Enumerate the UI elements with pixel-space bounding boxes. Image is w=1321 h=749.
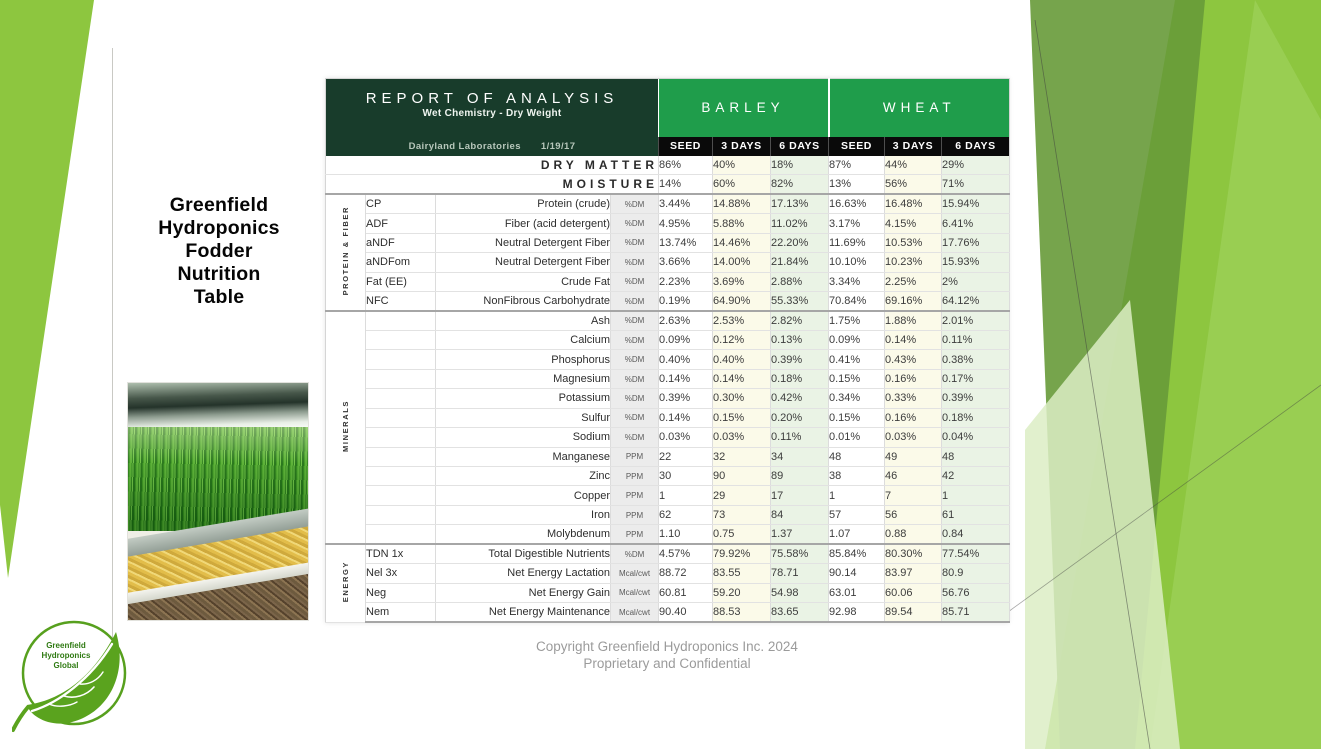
nutrient-abbr — [366, 467, 436, 486]
nutrient-name: Copper — [436, 486, 611, 505]
value-cell: 3.34% — [829, 272, 885, 291]
nutrient-name: Net Energy Lactation — [436, 564, 611, 583]
lab-line — [326, 141, 658, 152]
value-cell: 0.42% — [771, 389, 829, 408]
value-cell: 11.02% — [771, 214, 829, 233]
nutrient-abbr — [366, 389, 436, 408]
table-row — [326, 428, 1010, 447]
vertical-divider-line — [112, 48, 113, 663]
value-cell: 14.00% — [713, 253, 771, 272]
unit-cell: %DM — [611, 369, 659, 388]
nutrient-abbr: CP — [366, 194, 436, 213]
value-cell: 1 — [942, 486, 1010, 505]
nutrient-name: Molybdenum — [436, 525, 611, 544]
value-cell: 61 — [942, 505, 1010, 524]
fodder-photo — [128, 383, 308, 620]
value-cell: 88.72 — [659, 564, 713, 583]
value-cell: 0.30% — [713, 389, 771, 408]
nutrient-abbr: aNDF — [366, 233, 436, 252]
value-cell: 90.14 — [829, 564, 885, 583]
value-cell: 59.20 — [713, 583, 771, 602]
nutrient-name: Potassium — [436, 389, 611, 408]
value-cell: 4.57% — [659, 544, 713, 563]
value-cell: 87% — [829, 156, 885, 175]
value-cell: 10.53% — [885, 233, 942, 252]
value-cell: 0.17% — [942, 369, 1010, 388]
value-cell: 15.93% — [942, 253, 1010, 272]
unit-cell: Mcal/cwt — [611, 603, 659, 622]
subheader-cell: 3 DAYS — [713, 137, 771, 156]
nutrition-table — [325, 78, 1009, 623]
value-cell: 0.03% — [713, 428, 771, 447]
nutrient-abbr — [366, 525, 436, 544]
left-accent-shape — [0, 0, 120, 600]
value-cell: 0.18% — [942, 408, 1010, 427]
value-cell: 0.15% — [713, 408, 771, 427]
subheader-cell: SEED — [829, 137, 885, 156]
value-cell: 70.84% — [829, 292, 885, 311]
value-cell: 0.34% — [829, 389, 885, 408]
table-row — [326, 272, 1010, 291]
unit-cell: Mcal/cwt — [611, 564, 659, 583]
value-cell: 22 — [659, 447, 713, 466]
unit-cell: %DM — [611, 292, 659, 311]
value-cell: 0.40% — [713, 350, 771, 369]
unit-cell: PPM — [611, 505, 659, 524]
nutrient-abbr — [366, 350, 436, 369]
value-cell: 78.71 — [771, 564, 829, 583]
value-cell: 0.43% — [885, 350, 942, 369]
value-cell: 14.88% — [713, 194, 771, 213]
unit-cell: %DM — [611, 272, 659, 291]
value-cell: 0.03% — [885, 428, 942, 447]
nutrient-name: Sodium — [436, 428, 611, 447]
table-row — [326, 311, 1010, 330]
value-cell: 2.23% — [659, 272, 713, 291]
value-cell: 0.39% — [771, 350, 829, 369]
copyright-line1: Copyright Greenfield Hydroponics Inc. 2024 — [536, 639, 798, 654]
table-row — [326, 544, 1010, 563]
nutrient-name: Protein (crude) — [436, 194, 611, 213]
nutrient-name: Sulfur — [436, 408, 611, 427]
value-cell: 0.75 — [713, 525, 771, 544]
value-cell: 79.92% — [713, 544, 771, 563]
value-cell: 88.53 — [713, 603, 771, 622]
report-title: REPORT OF ANALYSIS — [365, 90, 619, 107]
nutrient-abbr: ADF — [366, 214, 436, 233]
lab-name: Dairyland Laboratories — [408, 140, 521, 152]
value-cell: 0.19% — [659, 292, 713, 311]
unit-cell: %DM — [611, 408, 659, 427]
nutrient-abbr — [366, 428, 436, 447]
value-cell: 1 — [659, 486, 713, 505]
nutrient-abbr: Fat (EE) — [366, 272, 436, 291]
value-cell: 56.76 — [942, 583, 1010, 602]
report-header — [326, 79, 659, 156]
value-cell: 1.07 — [829, 525, 885, 544]
value-cell: 77.54% — [942, 544, 1010, 563]
summary-label: MOISTURE — [326, 175, 659, 194]
unit-cell: %DM — [611, 350, 659, 369]
value-cell: 0.04% — [942, 428, 1010, 447]
logo-text-line1: Greenfield — [46, 641, 86, 650]
value-cell: 90 — [713, 467, 771, 486]
table-row — [326, 408, 1010, 427]
summary-row — [326, 175, 1010, 194]
value-cell: 0.39% — [942, 389, 1010, 408]
value-cell: 0.09% — [659, 330, 713, 349]
table-row — [326, 467, 1010, 486]
value-cell: 0.15% — [829, 369, 885, 388]
value-cell: 0.33% — [885, 389, 942, 408]
value-cell: 34 — [771, 447, 829, 466]
value-cell: 3.66% — [659, 253, 713, 272]
summary-label: DRY MATTER — [326, 156, 659, 175]
section-label — [326, 544, 366, 622]
nutrient-abbr: Neg — [366, 583, 436, 602]
value-cell: 86% — [659, 156, 713, 175]
value-cell: 42 — [942, 467, 1010, 486]
nutrient-abbr — [366, 330, 436, 349]
value-cell: 2.01% — [942, 311, 1010, 330]
unit-cell: %DM — [611, 214, 659, 233]
nutrient-abbr — [366, 369, 436, 388]
value-cell: 92.98 — [829, 603, 885, 622]
value-cell: 0.09% — [829, 330, 885, 349]
logo-text-line2: Hydroponics — [41, 651, 91, 660]
value-cell: 57 — [829, 505, 885, 524]
value-cell: 2.82% — [771, 311, 829, 330]
value-cell: 62 — [659, 505, 713, 524]
lab-date: 1/19/17 — [540, 140, 576, 152]
value-cell: 0.14% — [659, 408, 713, 427]
unit-cell: PPM — [611, 525, 659, 544]
table-row — [326, 292, 1010, 311]
value-cell: 56 — [885, 505, 942, 524]
value-cell: 13.74% — [659, 233, 713, 252]
value-cell: 1.37 — [771, 525, 829, 544]
value-cell: 4.95% — [659, 214, 713, 233]
subheader-cell: 3 DAYS — [885, 137, 942, 156]
value-cell: 6.41% — [942, 214, 1010, 233]
value-cell: 0.03% — [659, 428, 713, 447]
value-cell: 49 — [885, 447, 942, 466]
group-header-barley: BARLEY — [659, 79, 829, 137]
value-cell: 83.55 — [713, 564, 771, 583]
value-cell: 16.63% — [829, 194, 885, 213]
value-cell: 3.44% — [659, 194, 713, 213]
value-cell: 30 — [659, 467, 713, 486]
subheader-cell: 6 DAYS — [942, 137, 1010, 156]
nutrient-abbr — [366, 505, 436, 524]
subheader-cell: 6 DAYS — [771, 137, 829, 156]
value-cell: 15.94% — [942, 194, 1010, 213]
nutrient-name: Fiber (acid detergent) — [436, 214, 611, 233]
value-cell: 3.69% — [713, 272, 771, 291]
nutrient-abbr — [366, 311, 436, 330]
unit-cell: %DM — [611, 194, 659, 213]
value-cell: 0.16% — [885, 369, 942, 388]
value-cell: 0.11% — [771, 428, 829, 447]
group-header-wheat: WHEAT — [829, 79, 1010, 137]
unit-cell: %DM — [611, 253, 659, 272]
value-cell: 40% — [713, 156, 771, 175]
nutrient-name: Ash — [436, 311, 611, 330]
value-cell: 29 — [713, 486, 771, 505]
value-cell: 0.18% — [771, 369, 829, 388]
title-line: Table — [193, 286, 245, 308]
value-cell: 64.12% — [942, 292, 1010, 311]
value-cell: 0.12% — [713, 330, 771, 349]
table-row — [326, 505, 1010, 524]
value-cell: 0.41% — [829, 350, 885, 369]
unit-cell: PPM — [611, 447, 659, 466]
nutrient-abbr: NFC — [366, 292, 436, 311]
value-cell: 7 — [885, 486, 942, 505]
value-cell: 2.88% — [771, 272, 829, 291]
nutrient-abbr: TDN 1x — [366, 544, 436, 563]
value-cell: 60% — [713, 175, 771, 194]
value-cell: 75.58% — [771, 544, 829, 563]
value-cell: 1.88% — [885, 311, 942, 330]
unit-cell: %DM — [611, 544, 659, 563]
value-cell: 0.38% — [942, 350, 1010, 369]
value-cell: 82% — [771, 175, 829, 194]
value-cell: 0.39% — [659, 389, 713, 408]
nutrient-name: Neutral Detergent Fiber — [436, 253, 611, 272]
unit-cell: %DM — [611, 233, 659, 252]
value-cell: 55.33% — [771, 292, 829, 311]
nutrient-name: Zinc — [436, 467, 611, 486]
value-cell: 0.84 — [942, 525, 1010, 544]
nutrient-name: Iron — [436, 505, 611, 524]
value-cell: 5.88% — [713, 214, 771, 233]
value-cell: 21.84% — [771, 253, 829, 272]
value-cell: 56% — [885, 175, 942, 194]
value-cell: 16.48% — [885, 194, 942, 213]
value-cell: 0.20% — [771, 408, 829, 427]
value-cell: 85.84% — [829, 544, 885, 563]
value-cell: 17.76% — [942, 233, 1010, 252]
value-cell: 71% — [942, 175, 1010, 194]
photo-shelf-glass — [128, 383, 308, 429]
subheader-cell: SEED — [659, 137, 713, 156]
company-logo — [12, 610, 137, 740]
nutrient-name: Neutral Detergent Fiber — [436, 233, 611, 252]
value-cell: 0.11% — [942, 330, 1010, 349]
value-cell: 73 — [713, 505, 771, 524]
table-row — [326, 350, 1010, 369]
nutrient-name: Net Energy Gain — [436, 583, 611, 602]
value-cell: 1 — [829, 486, 885, 505]
value-cell: 22.20% — [771, 233, 829, 252]
unit-cell: %DM — [611, 311, 659, 330]
value-cell: 17.13% — [771, 194, 829, 213]
value-cell: 10.10% — [829, 253, 885, 272]
value-cell: 0.16% — [885, 408, 942, 427]
nutrient-abbr — [366, 408, 436, 427]
table-row — [326, 214, 1010, 233]
value-cell: 89 — [771, 467, 829, 486]
unit-cell: Mcal/cwt — [611, 583, 659, 602]
value-cell: 0.14% — [659, 369, 713, 388]
nutrient-name: NonFibrous Carbohydrate — [436, 292, 611, 311]
logo-text-line3: Global — [53, 661, 79, 670]
table-row — [326, 253, 1010, 272]
value-cell: 60.81 — [659, 583, 713, 602]
value-cell: 0.40% — [659, 350, 713, 369]
value-cell: 2.53% — [713, 311, 771, 330]
nutrient-abbr — [366, 447, 436, 466]
table-row — [326, 389, 1010, 408]
value-cell: 69.16% — [885, 292, 942, 311]
value-cell: 0.14% — [713, 369, 771, 388]
unit-cell: PPM — [611, 467, 659, 486]
value-cell: 10.23% — [885, 253, 942, 272]
nutrient-name: Manganese — [436, 447, 611, 466]
value-cell: 80.30% — [885, 544, 942, 563]
unit-cell: PPM — [611, 486, 659, 505]
table-row — [326, 369, 1010, 388]
value-cell: 0.01% — [829, 428, 885, 447]
value-cell: 90.40 — [659, 603, 713, 622]
value-cell: 1.75% — [829, 311, 885, 330]
table-row — [326, 564, 1010, 583]
section-label — [326, 311, 366, 544]
value-cell: 0.88 — [885, 525, 942, 544]
section-label-text: PROTEIN & FIBER — [341, 206, 350, 296]
value-cell: 83.97 — [885, 564, 942, 583]
value-cell: 2% — [942, 272, 1010, 291]
table-row — [326, 525, 1010, 544]
value-cell: 3.17% — [829, 214, 885, 233]
section-label — [326, 194, 366, 311]
value-cell: 64.90% — [713, 292, 771, 311]
table-row — [326, 486, 1010, 505]
value-cell: 84 — [771, 505, 829, 524]
value-cell: 14.46% — [713, 233, 771, 252]
value-cell: 48 — [942, 447, 1010, 466]
summary-row — [326, 156, 1010, 175]
section-label-text: MINERALS — [341, 400, 350, 453]
value-cell: 13% — [829, 175, 885, 194]
value-cell: 29% — [942, 156, 1010, 175]
value-cell: 46 — [885, 467, 942, 486]
value-cell: 48 — [829, 447, 885, 466]
title-line: Nutrition — [177, 263, 261, 285]
value-cell: 63.01 — [829, 583, 885, 602]
nutrient-name: Phosphorus — [436, 350, 611, 369]
nutrient-abbr — [366, 486, 436, 505]
table-row — [326, 583, 1010, 602]
value-cell: 83.65 — [771, 603, 829, 622]
table-row — [326, 194, 1010, 213]
table-row — [326, 233, 1010, 252]
value-cell: 2.25% — [885, 272, 942, 291]
nutrient-abbr: aNDFom — [366, 253, 436, 272]
value-cell: 14% — [659, 175, 713, 194]
value-cell: 4.15% — [885, 214, 942, 233]
nutrient-name: Magnesium — [436, 369, 611, 388]
unit-cell: %DM — [611, 330, 659, 349]
title-line: Greenfield — [169, 194, 269, 216]
value-cell: 38 — [829, 467, 885, 486]
nutrient-name: Net Energy Maintenance — [436, 603, 611, 622]
value-cell: 32 — [713, 447, 771, 466]
nutrient-name: Calcium — [436, 330, 611, 349]
value-cell: 11.69% — [829, 233, 885, 252]
right-accent-shapes — [1010, 0, 1321, 749]
value-cell: 0.13% — [771, 330, 829, 349]
nutrient-name: Total Digestible Nutrients — [436, 544, 611, 563]
value-cell: 0.14% — [885, 330, 942, 349]
photo-trays — [128, 511, 308, 620]
value-cell: 80.9 — [942, 564, 1010, 583]
report-subtitle: Wet Chemistry - Dry Weight — [422, 108, 562, 119]
value-cell: 44% — [885, 156, 942, 175]
value-cell: 18% — [771, 156, 829, 175]
value-cell: 54.98 — [771, 583, 829, 602]
copyright-line2: Proprietary and Confidential — [583, 656, 751, 671]
value-cell: 17 — [771, 486, 829, 505]
copyright — [325, 638, 1009, 672]
table-row — [326, 603, 1010, 622]
value-cell: 85.71 — [942, 603, 1010, 622]
table-row — [326, 447, 1010, 466]
page-title — [118, 194, 320, 309]
unit-cell: %DM — [611, 428, 659, 447]
nutrient-abbr: Nel 3x — [366, 564, 436, 583]
value-cell: 60.06 — [885, 583, 942, 602]
title-line: Fodder — [185, 240, 253, 262]
title-line: Hydroponics — [158, 217, 280, 239]
nutrient-abbr: Nem — [366, 603, 436, 622]
nutrient-name: Crude Fat — [436, 272, 611, 291]
unit-cell: %DM — [611, 389, 659, 408]
table-row — [326, 330, 1010, 349]
value-cell: 0.15% — [829, 408, 885, 427]
section-label-text: ENERGY — [341, 561, 350, 603]
value-cell: 89.54 — [885, 603, 942, 622]
value-cell: 2.63% — [659, 311, 713, 330]
value-cell: 1.10 — [659, 525, 713, 544]
